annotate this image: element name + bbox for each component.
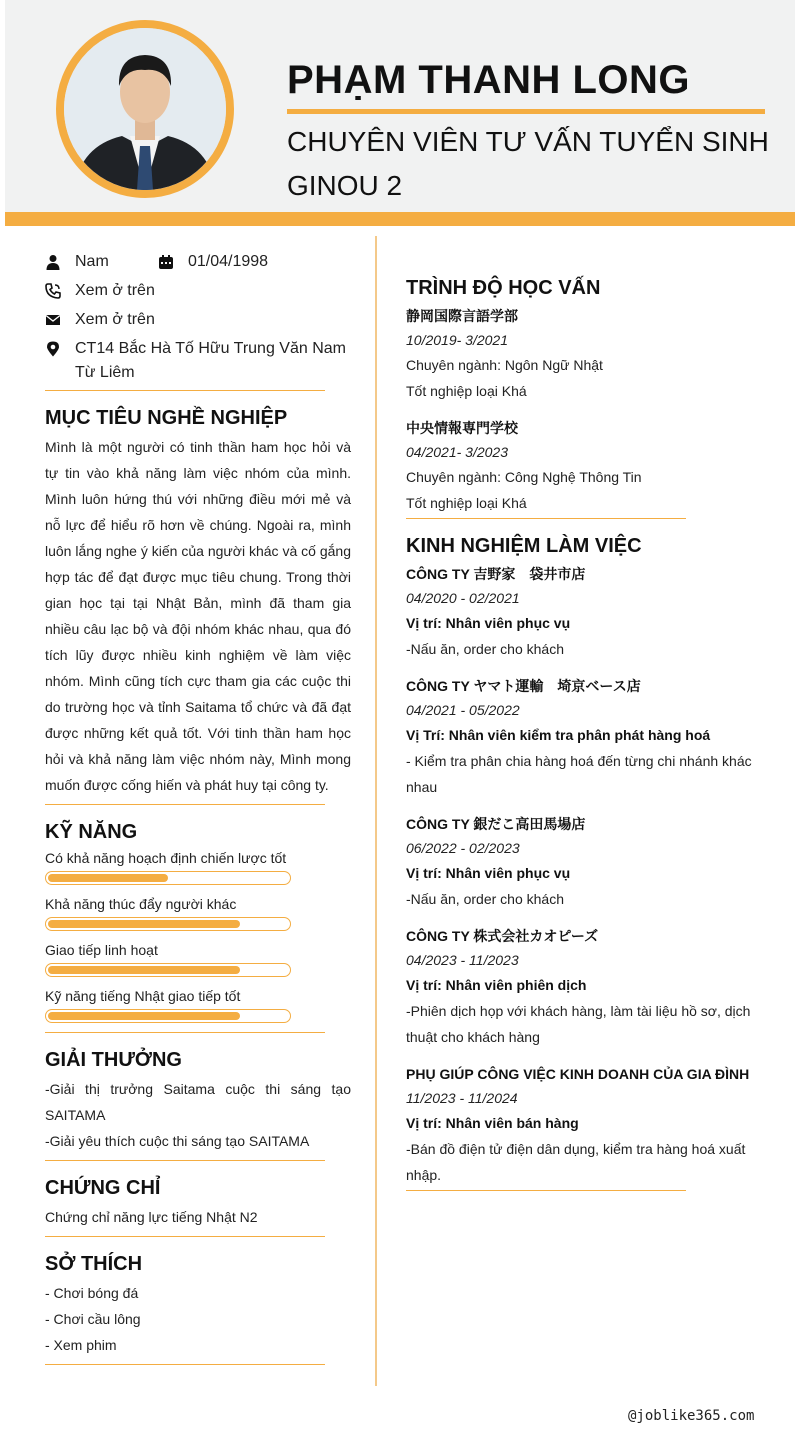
skill-bar [45,917,291,931]
company-name: CÔNG TY 株式会社カオピーズ [406,928,599,944]
left-column [45,250,351,1379]
objective-title: MỤC TIÊU NGHỀ NGHIỆP [45,407,288,429]
dob-value: 01/04/1998 [188,253,269,270]
experience-desc: -Phiên dịch họp với khách hàng, làm tài liệu hồ sơ, dịch thuật cho khách hàng [406,1003,751,1045]
experience-period: 04/2021 - 05/2022 [406,702,520,718]
company-name: CÔNG TY 銀だこ高田馬場店 [406,816,586,832]
hobby-item: - Xem phim [45,1337,117,1353]
skill-item [45,894,351,931]
experience-desc: -Nấu ăn, order cho khách [406,891,564,907]
divider [406,1190,686,1191]
watermark: @joblike365.com [628,1408,755,1424]
divider [406,518,686,519]
email-value: Xem ở trên [75,311,155,328]
experience-item [406,924,756,1050]
skill-fill [48,1012,240,1020]
education-major: Chuyên ngành: Ngôn Ngữ Nhật [406,357,603,373]
experience-period: 11/2023 - 11/2024 [406,1090,518,1106]
school-name: 中央情報専門学校 [406,420,518,436]
gender-value: Nam [75,253,109,270]
award-item: -Giải yêu thích cuộc thi sáng tạo SAITAMA [45,1133,310,1149]
experience-item [406,674,756,800]
header [5,0,795,226]
skill-fill [48,874,168,882]
hobbies-title: SỞ THÍCH [45,1253,143,1275]
experience-title: KINH NGHIỆM LÀM VIỆC [406,535,642,557]
experience-period: 04/2020 - 02/2021 [406,590,520,606]
education-period: 04/2021- 3/2023 [406,444,508,460]
experience-position: Vị Trí: Nhân viên kiểm tra phân phát hàng hoá [406,727,711,743]
address-row [45,337,351,385]
candidate-name: PHẠM THANH LONG [287,58,691,102]
phone-icon [45,279,75,303]
experience-item [406,1062,756,1188]
skill-item [45,848,351,885]
skill-fill [48,920,240,928]
skill-label: Giao tiếp linh hoạt [45,942,158,958]
skill-fill [48,966,240,974]
company-name: PHỤ GIÚP CÔNG VIỆC KINH DOANH CỦA GIA ĐÌNH [406,1066,750,1082]
experience-position: Vị trí: Nhân viên phiên dịch [406,977,587,993]
school-name: 静岡国際言語学部 [406,308,518,324]
experience-desc: - Kiểm tra phân chia hàng hoá đến từng chi nhánh khác nhau [406,753,752,795]
certificates-title: CHỨNG CHỈ [45,1177,161,1199]
job-title: CHUYÊN VIÊN TƯ VẤN TUYỂN SINH GINOU 2 [287,126,769,201]
hobby-item: - Chơi bóng đá [45,1285,139,1301]
address-value: CT14 Bắc Hà Tố Hữu Trung Văn Nam Từ Liêm [75,340,346,381]
divider [45,1364,325,1365]
skill-bar [45,1009,291,1023]
experience-position: Vị trí: Nhân viên phục vụ [406,865,571,881]
certificate-item: Chứng chỉ năng lực tiếng Nhật N2 [45,1209,258,1225]
phone-value: Xem ở trên [75,282,155,299]
hobby-item: - Chơi cầu lông [45,1311,141,1327]
objective-text: Mình là một người có tinh thần ham học hỏi và tự tin vào khả năng làm việc nhóm của mình. Mình luôn hứng thú với những điều mới mẻ và nỗ lực để hiểu rõ hơn về chúng. Ngoài ra, mình luôn lắng nghe ý kiến của người khác và cố gắng hợp tác để đạt được mục tiêu chung. Trong thời gian học tại tại Nhật Bản, mình đã tham gia nhiều câu lạc bộ và đội nhóm khác nhau, qua đó tích lũy được nhiều kinh nghiệm về làm việc nhóm. Mình cũng tích cực tham gia các cuộc thi do trường học và tỉnh Saitama tổ chức và đã đạt được những kết quả tốt. Với tinh thần ham học hỏi và khả năng làm việc nhóm này, Mình mong muốn được cống hiến và phát huy tại công ty. [45,439,351,793]
skill-bar [45,871,291,885]
skill-item [45,986,351,1023]
skill-item [45,940,351,977]
education-period: 10/2019- 3/2021 [406,332,508,348]
mail-icon [45,308,75,332]
divider [45,390,325,391]
experience-desc: -Nấu ăn, order cho khách [406,641,564,657]
right-column [406,275,756,1205]
email-row [45,308,351,332]
user-icon [45,250,75,274]
skill-label: Kỹ năng tiếng Nhật giao tiếp tốt [45,988,241,1004]
education-major: Chuyên ngành: Công Nghệ Thông Tin [406,469,642,485]
experience-item [406,812,756,912]
education-result: Tốt nghiệp loại Khá [406,383,527,399]
education-item [406,416,756,516]
education-item [406,304,756,404]
experience-position: Vị trí: Nhân viên phục vụ [406,615,571,631]
experience-period: 06/2022 - 02/2023 [406,840,520,856]
skill-bar [45,963,291,977]
column-divider [375,236,377,1386]
divider [45,1236,325,1237]
experience-position: Vị trí: Nhân viên bán hàng [406,1115,579,1131]
education-title: TRÌNH ĐỘ HỌC VẤN [406,277,601,299]
phone-row [45,279,351,303]
divider [45,1160,325,1161]
divider [45,804,325,805]
experience-period: 04/2023 - 11/2023 [406,952,519,968]
skill-label: Khả năng thúc đẩy người khác [45,896,237,912]
skill-label: Có khả năng hoạch định chiến lược tốt [45,850,287,866]
education-result: Tốt nghiệp loại Khá [406,495,527,511]
experience-item [406,562,756,662]
awards-title: GIẢI THƯỞNG [45,1049,182,1071]
experience-desc: -Bán đồ điện tử điện dân dụng, kiểm tra hàng hoá xuất nhập. [406,1141,746,1183]
gender-dob-row [45,250,351,274]
skills-title: KỸ NĂNG [45,821,138,843]
company-name: CÔNG TY 吉野家 袋井市店 [406,566,586,582]
divider [45,1032,325,1033]
award-item: -Giải thị trưởng Saitama cuộc thi sáng tạo SAITAMA [45,1081,351,1123]
location-pin-icon [45,337,75,361]
name-underline [287,109,765,114]
avatar [56,20,234,198]
calendar-icon [158,250,188,274]
company-name: CÔNG TY ヤマト運輸 埼京ベース店 [406,678,641,694]
